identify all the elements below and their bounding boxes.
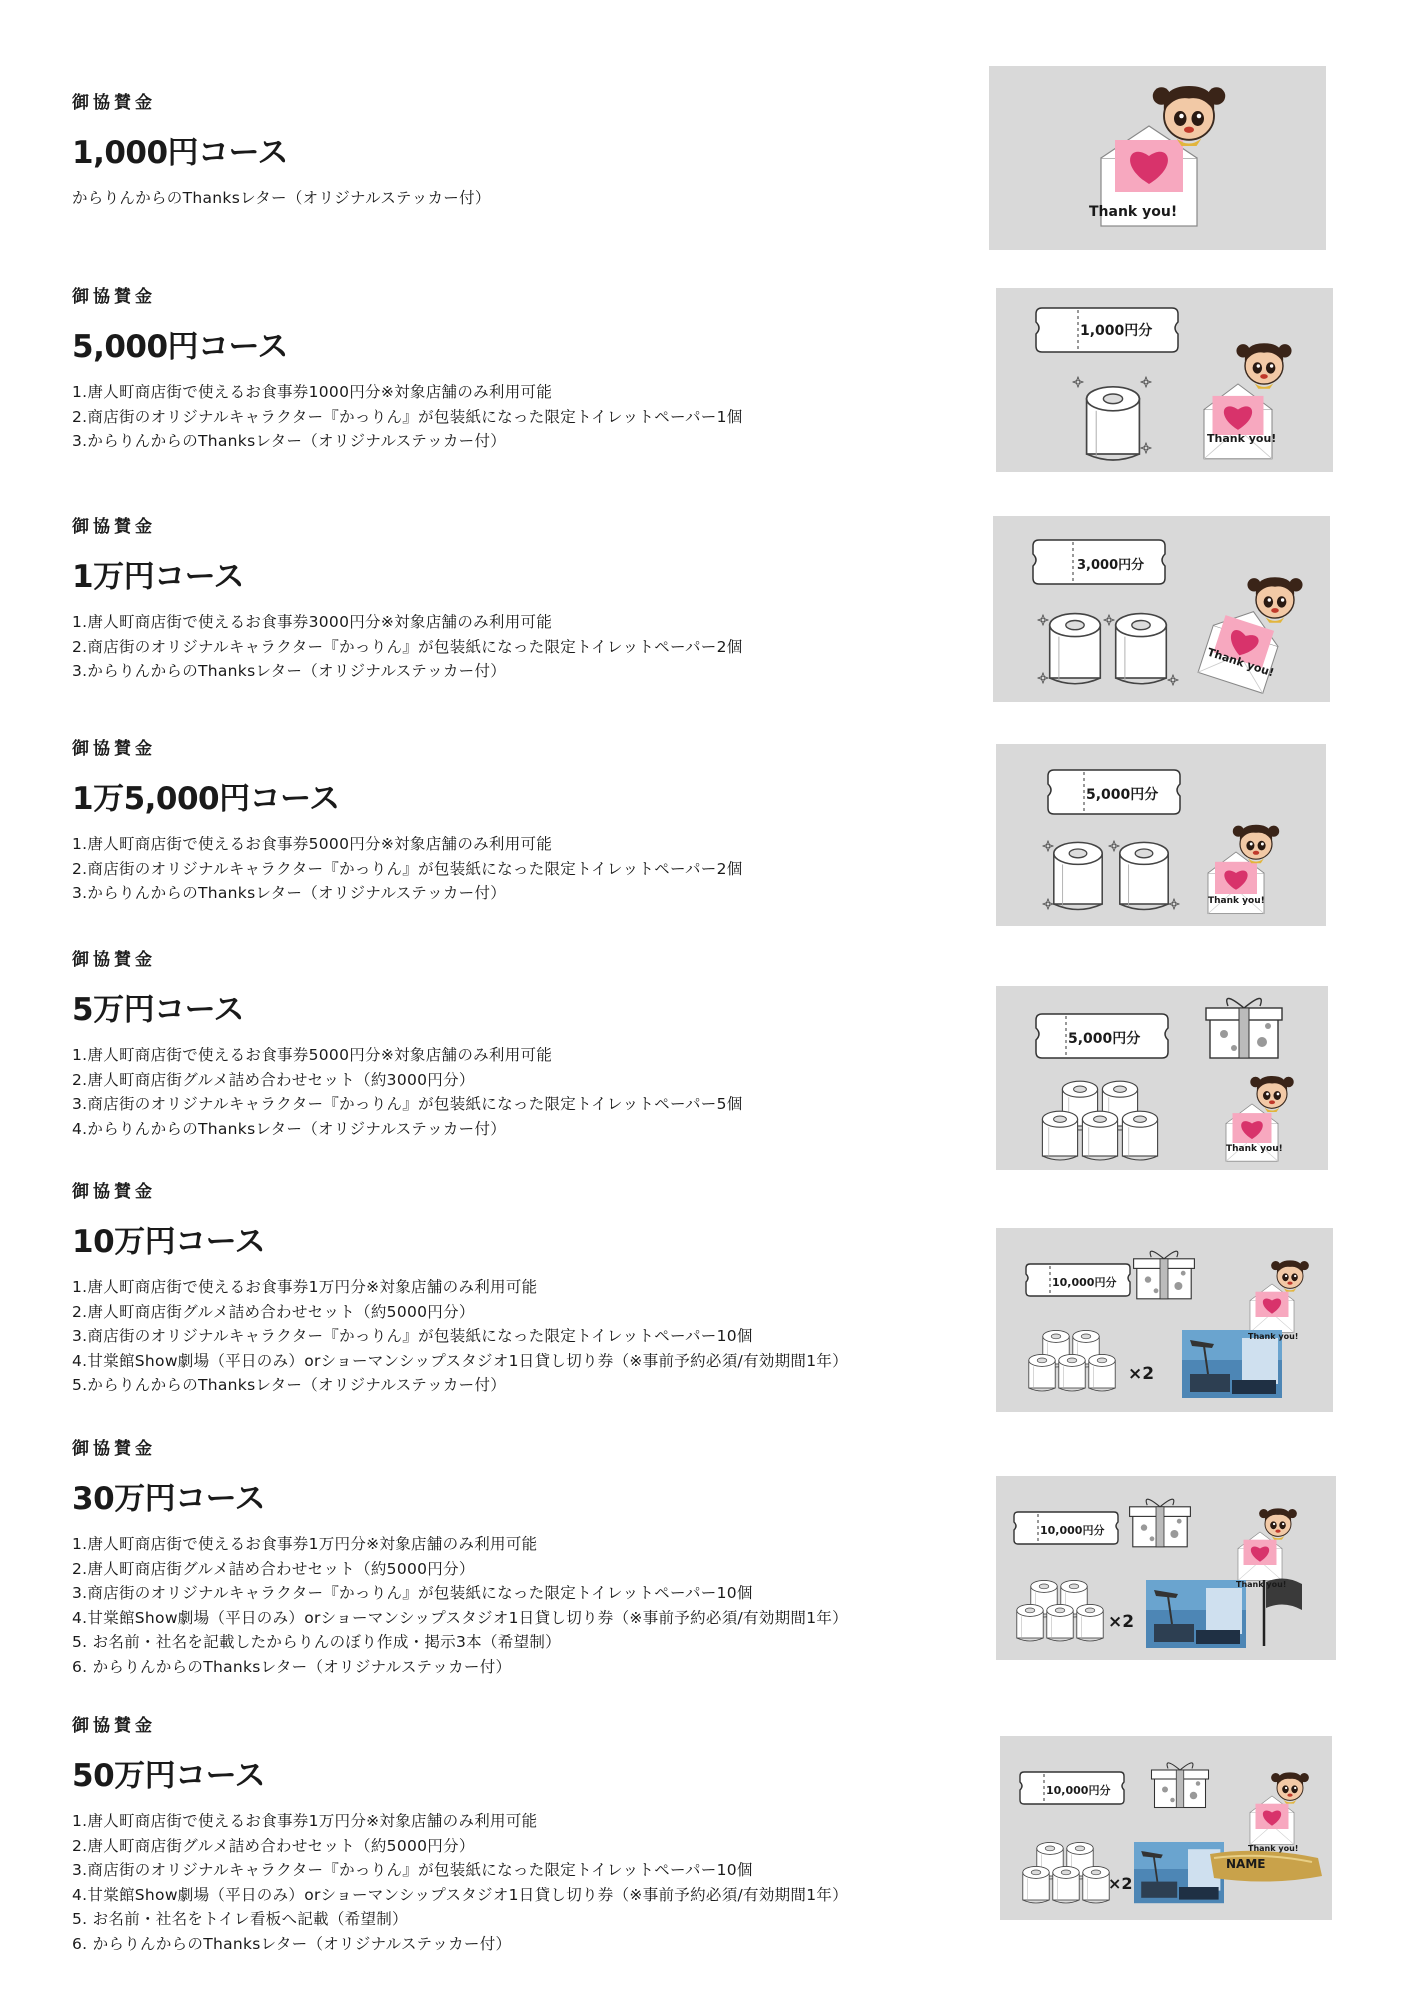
ticket-label: 3,000円分 (1077, 558, 1145, 573)
course-50000 (72, 945, 952, 1141)
course-title: 5万円コース (72, 992, 245, 1028)
mascot-icon (1259, 1508, 1297, 1539)
course-item: 5. お名前・社名をトイレ看板へ記載（希望制） (72, 1910, 408, 1928)
course-item: 1.唐人町商店街で使えるお食事券5000円分※対象店舗のみ利用可能 (72, 835, 553, 853)
course-item: 4.甘棠館Show劇場（平日のみ）orショーマンシップスタジオ1日貸し切り券（※事前予約必須/有効期間1年） (72, 1608, 848, 1627)
toilet-paper-icon (1083, 1866, 1109, 1903)
course-item: 3.商店街のオリジナルキャラクター『かっりん』が包装紙になった限定トイレットペーパー5個 (72, 1095, 743, 1113)
toilet-paper-icon (1116, 614, 1167, 684)
course-items (72, 1809, 952, 1956)
course-eyebrow: 御協賛金 (72, 739, 156, 759)
studio-photo (1146, 1580, 1246, 1648)
course-item: 1.唐人町商店街で使えるお食事券1万円分※対象店舗のみ利用可能 (72, 1812, 538, 1830)
ticket-label: 5,000円分 (1068, 1031, 1141, 1047)
toilet-paper-icon (1050, 614, 1101, 684)
illustration-items (996, 288, 1333, 472)
course-item: 3.からりんからのThanksレター（オリジナルステッカー付） (72, 884, 507, 902)
course-item: 3.商店街のオリジナルキャラクター『かっりん』が包装紙になった限定トイレットペーパー10個 (72, 1584, 753, 1602)
course-eyebrow: 御協賛金 (72, 950, 156, 970)
gift-box-icon (1134, 1251, 1195, 1299)
toilet-paper-icon (1029, 1354, 1055, 1391)
course-title: 1万5,000円コース (72, 781, 340, 817)
ticket-label: 10,000円分 (1052, 1276, 1117, 1289)
course-item: 6. からりんからのThanksレター（オリジナルステッカー付） (72, 1657, 512, 1676)
course-title: 50万円コース (72, 1758, 266, 1794)
panel-1000 (989, 66, 1326, 250)
course-5000 (72, 282, 952, 454)
course-item: 3.からりんからのThanksレター（オリジナルステッカー付） (72, 432, 507, 450)
course-15000 (72, 734, 952, 906)
gift-box-icon (1130, 1499, 1191, 1547)
illustration-items (996, 1228, 1333, 1412)
toilet-paper-icon (1017, 1604, 1043, 1641)
ticket-label: 5,000円分 (1086, 787, 1159, 803)
panel-100000 (996, 1228, 1333, 1412)
toilet-paper-icon (1089, 1354, 1115, 1391)
course-500000 (72, 1711, 952, 1956)
toilet-paper-icon (1059, 1354, 1085, 1391)
course-item: 4.甘棠館Show劇場（平日のみ）orショーマンシップスタジオ1日貸し切り券（※事前予約必須/有効期間1年） (72, 1351, 848, 1370)
thanks-label: Thank you! (1226, 1144, 1283, 1154)
course-item: 3.商店街のオリジナルキャラクター『かっりん』が包装紙になった限定トイレットペーパー10個 (72, 1861, 753, 1879)
gift-box-icon (1206, 998, 1282, 1058)
course-item: 2.唐人町商店街グルメ詰め合わせセット（約5000円分） (72, 1559, 475, 1578)
course-item: 3.商店街のオリジナルキャラクター『かっりん』が包装紙になった限定トイレットペーパー10個 (72, 1327, 753, 1345)
course-item: 2.商店街のオリジナルキャラクター『かっりん』が包装紙になった限定トイレットペーパー2個 (72, 859, 743, 878)
toilet-paper-icon (1082, 1111, 1117, 1160)
envelope-icon (1204, 384, 1272, 459)
thanks-label: Thank you! (1248, 1332, 1299, 1341)
thanks-label: Thank you! (1089, 204, 1178, 220)
multiplier-label: ×2 (1128, 1364, 1155, 1384)
illustration-items (996, 744, 1326, 926)
course-300000 (72, 1434, 952, 1679)
course-item: 5. お名前・社名を記載したからりんのぼり作成・掲示3本（希望制） (72, 1633, 561, 1651)
ticket-label: 1,000円分 (1080, 323, 1153, 339)
mascot-icon (1250, 1076, 1294, 1112)
panel-500000 (1000, 1736, 1332, 1920)
toilet-paper-icon (1087, 387, 1140, 460)
mascot-icon (1271, 1260, 1309, 1291)
course-items (72, 1043, 952, 1141)
course-1000 (72, 88, 952, 211)
course-item: 2.商店街のオリジナルキャラクター『かっりん』が包装紙になった限定トイレットペーパー1個 (72, 407, 743, 426)
course-title: 1,000円コース (72, 135, 289, 171)
studio-photo (1134, 1842, 1224, 1903)
course-items (72, 832, 952, 906)
panel-300000 (996, 1476, 1336, 1660)
multiplier-label: ×2 (1108, 1612, 1135, 1632)
toilet-paper-icon (1054, 842, 1102, 909)
toilet-paper-icon (1122, 1111, 1157, 1160)
toilet-paper-icon (1053, 1866, 1079, 1903)
panel-50000 (996, 986, 1328, 1170)
course-10000 (72, 512, 952, 684)
course-title: 5,000円コース (72, 329, 289, 365)
thanks-label: Thank you! (1208, 896, 1265, 906)
mascot-icon (1236, 343, 1291, 389)
course-item: 1.唐人町商店街で使えるお食事券1万円分※対象店舗のみ利用可能 (72, 1535, 538, 1553)
ticket-label: 10,000円分 (1040, 1524, 1105, 1537)
course-title: 10万円コース (72, 1224, 266, 1260)
course-item: 1.唐人町商店街で使えるお食事券5000円分※対象店舗のみ利用可能 (72, 1046, 553, 1064)
illustration-items (996, 1476, 1336, 1660)
course-items (72, 1532, 952, 1679)
course-item: 2.唐人町商店街グルメ詰め合わせセット（約5000円分） (72, 1302, 475, 1321)
course-eyebrow: 御協賛金 (72, 1439, 156, 1459)
course-item: 5.からりんからのThanksレター（オリジナルステッカー付） (72, 1376, 507, 1394)
course-item: 2.商店街のオリジナルキャラクター『かっりん』が包装紙になった限定トイレットペーパー2個 (72, 637, 743, 656)
toilet-paper-icon (1120, 842, 1168, 909)
illustration-items (1000, 1736, 1332, 1920)
course-item: 4.甘棠館Show劇場（平日のみ）orショーマンシップスタジオ1日貸し切り券（※事前予約必須/有効期間1年） (72, 1885, 848, 1904)
ticket-label: 10,000円分 (1046, 1784, 1111, 1797)
course-items (72, 1275, 952, 1398)
illustration-thanks-letter (989, 66, 1326, 250)
course-items (72, 186, 952, 211)
course-item: 1.唐人町商店街で使えるお食事券3000円分※対象店舗のみ利用可能 (72, 613, 553, 631)
course-item: 1.唐人町商店街で使えるお食事券1万円分※対象店舗のみ利用可能 (72, 1278, 538, 1296)
course-eyebrow: 御協賛金 (72, 287, 156, 307)
toilet-paper-icon (1077, 1604, 1103, 1641)
course-eyebrow: 御協賛金 (72, 93, 156, 113)
thanks-label: Thank you! (1248, 1844, 1299, 1853)
toilet-paper-icon (1023, 1866, 1049, 1903)
course-eyebrow: 御協賛金 (72, 517, 156, 537)
course-item: 3.からりんからのThanksレター（オリジナルステッカー付） (72, 662, 507, 680)
course-item: 6. からりんからのThanksレター（オリジナルステッカー付） (72, 1934, 512, 1953)
course-item: 4.からりんからのThanksレター（オリジナルステッカー付） (72, 1119, 507, 1138)
panel-5000 (996, 288, 1333, 472)
panel-15000 (996, 744, 1326, 926)
course-items (72, 380, 952, 454)
thanks-label: Thank you! (1205, 645, 1276, 680)
multiplier-label: ×2 (1108, 1874, 1133, 1893)
panel-10000 (993, 516, 1330, 702)
course-item: 1.唐人町商店街で使えるお食事券1000円分※対象店舗のみ利用可能 (72, 383, 553, 401)
course-item: 2.唐人町商店街グルメ詰め合わせセット（約5000円分） (72, 1836, 475, 1855)
name-plate-label: NAME (1226, 1857, 1266, 1871)
course-100000 (72, 1177, 952, 1398)
illustration-items (993, 516, 1330, 702)
course-item: 2.唐人町商店街グルメ詰め合わせセット（約3000円分） (72, 1070, 475, 1089)
toilet-paper-icon (1042, 1111, 1077, 1160)
course-item: からりんからのThanksレター（オリジナルステッカー付） (72, 189, 491, 207)
illustration-items (996, 986, 1328, 1170)
course-title: 30万円コース (72, 1481, 266, 1517)
thanks-label: Thank you! (1236, 1580, 1287, 1589)
mascot-icon (1271, 1772, 1309, 1803)
course-title: 1万円コース (72, 559, 245, 595)
toilet-paper-icon (1047, 1604, 1073, 1641)
course-eyebrow: 御協賛金 (72, 1716, 156, 1736)
gift-box-icon (1152, 1763, 1209, 1808)
course-items (72, 610, 952, 684)
thanks-label: Thank you! (1207, 432, 1277, 445)
course-eyebrow: 御協賛金 (72, 1182, 156, 1202)
